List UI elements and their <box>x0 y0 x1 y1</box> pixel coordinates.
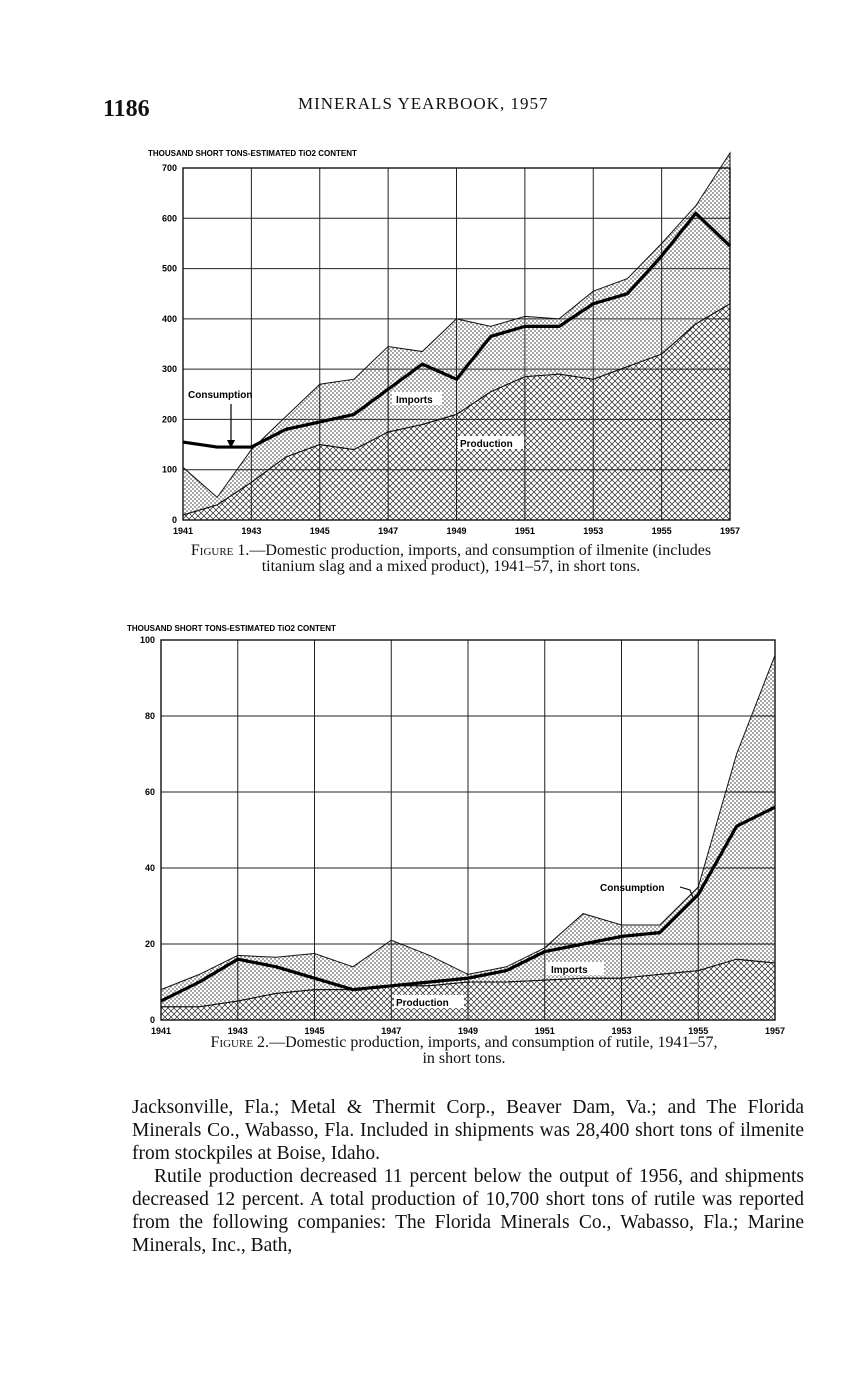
c1-xtick-1957: 1957 <box>719 526 741 536</box>
c2-ytick-100: 100 <box>139 635 155 645</box>
c2-xtick-1941: 1941 <box>150 1026 172 1036</box>
c1-ytick-500: 500 <box>161 263 177 274</box>
chart2-production-annotation: Production <box>396 998 449 1009</box>
body-paragraph-2: Rutile production decreased 11 percent below the output of 1956, and shipments decreased 12 percent. A total production of 10,700 short tons of rutile was reported from the following companies: The Florida Minerals Co., Wabasso, Fla.; Marine Minerals, Inc., Bath, <box>132 1166 804 1256</box>
c1-ytick-100: 100 <box>161 464 177 475</box>
running-head: MINERALS YEARBOOK, 1957 <box>298 94 549 113</box>
c1-ytick-600: 600 <box>161 213 177 224</box>
c1-ytick-700: 700 <box>161 163 177 173</box>
c1-xtick-1943: 1943 <box>241 526 262 536</box>
c1-xtick-1953: 1953 <box>583 526 604 536</box>
figure2-caption-line1: —Domestic production, imports, and consumption of rutile, 1941–57, <box>269 1034 718 1051</box>
figure1-caption-label: Figure 1. <box>190 542 250 559</box>
chart-rutile <box>127 624 785 1036</box>
figure2-caption-line2: in short tons. <box>422 1050 506 1067</box>
c2-ytick-60: 60 <box>144 787 155 797</box>
c1-xtick-1945: 1945 <box>309 526 330 536</box>
chart1-unit-label: THOUSAND SHORT TONS-ESTIMATED TiO2 CONTENT <box>148 149 357 158</box>
c2-xtick-1949: 1949 <box>457 1026 479 1036</box>
c2-xtick-1955: 1955 <box>688 1026 709 1036</box>
figure1-caption <box>118 543 784 575</box>
chart1-imports-annotation: Imports <box>396 395 433 406</box>
body-text <box>132 1096 804 1257</box>
c2-xtick-1947: 1947 <box>381 1026 402 1036</box>
figure1-caption-line1: —Domestic production, imports, and consumption of ilmenite (includes <box>249 542 712 559</box>
c2-xtick-1951: 1951 <box>534 1026 555 1036</box>
figure1-caption-line2: titanium slag and a mixed product), 1941–57, in short tons. <box>261 558 641 575</box>
body-paragraph-1: Jacksonville, Fla.; Metal & Thermit Corp., Beaver Dam, Va.; and The Florida Minerals Co., Wabasso, Fla. Included in shipments was 28,400 short tons of ilmenite from stockpiles at Boise, Idaho. <box>132 1097 804 1164</box>
chart2-unit-label: THOUSAND SHORT TONS-ESTIMATED TiO2 CONTENT <box>127 624 336 633</box>
c1-ytick-200: 200 <box>161 414 177 425</box>
c2-ytick-80: 80 <box>144 711 155 721</box>
c2-xtick-1957: 1957 <box>764 1026 786 1036</box>
c1-xtick-1941: 1941 <box>172 526 194 536</box>
chart1-consumption-annotation: Consumption <box>188 390 253 401</box>
c2-xtick-1945: 1945 <box>304 1026 325 1036</box>
c1-ytick-400: 400 <box>161 313 177 324</box>
c1-xtick-1949: 1949 <box>446 526 467 536</box>
figure2-caption <box>128 1035 800 1067</box>
chart-ilmenite <box>148 149 740 536</box>
c2-ytick-0: 0 <box>149 1015 155 1025</box>
c2-ytick-20: 20 <box>144 939 155 949</box>
chart2-consumption-annotation: Consumption <box>600 883 665 894</box>
c2-xtick-1943: 1943 <box>227 1026 248 1036</box>
c1-ytick-0: 0 <box>171 515 177 525</box>
c2-ytick-40: 40 <box>144 863 155 873</box>
chart1-production-annotation: Production <box>460 439 513 450</box>
c1-ytick-300: 300 <box>161 364 177 375</box>
c1-xtick-1955: 1955 <box>651 526 672 536</box>
c1-xtick-1951: 1951 <box>514 526 535 536</box>
chart2-imports-annotation: Imports <box>551 965 588 976</box>
c1-xtick-1947: 1947 <box>378 526 399 536</box>
figure2-caption-label: Figure 2. <box>210 1034 270 1051</box>
page-number: 1186 <box>103 96 150 122</box>
c2-xtick-1953: 1953 <box>611 1026 632 1036</box>
